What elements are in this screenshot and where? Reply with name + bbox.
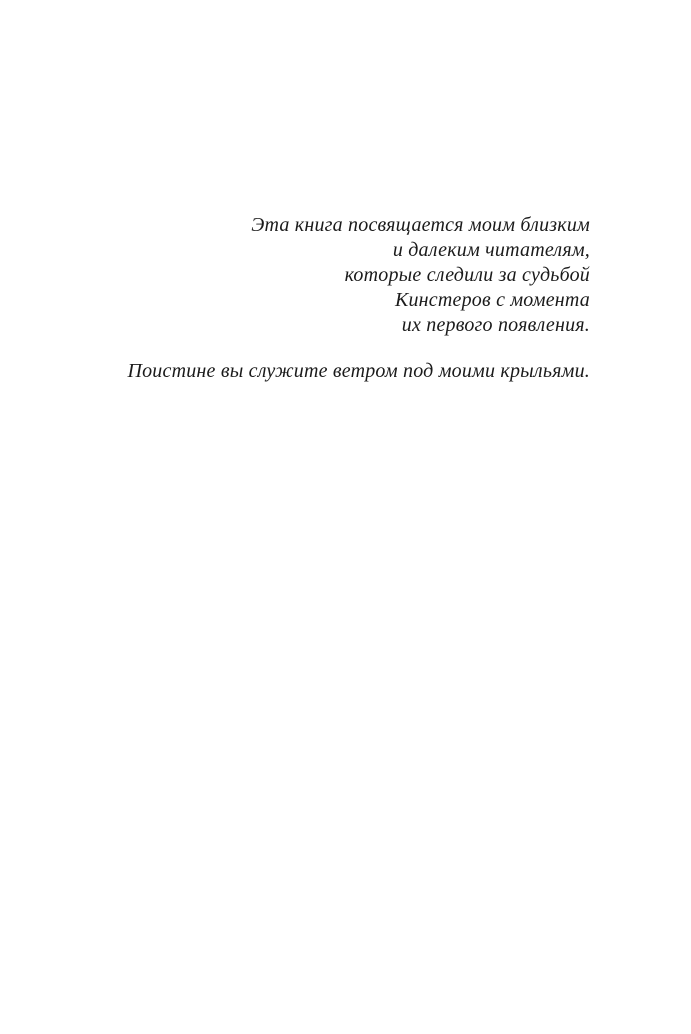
dedication-line-2: и далеким читателям, — [392, 239, 590, 261]
dedication-line-5: их первого появления. — [401, 314, 590, 336]
dedication-line-1: Эта книга посвящается моим близким — [251, 214, 590, 236]
dedication-line-3: которые следили за судьбой — [344, 264, 590, 286]
dedication-line-4: Кинстеров с момента — [394, 289, 590, 311]
dedication-block — [100, 213, 590, 384]
dedication-closing-line: Поистине вы служите ветром под моими крыльями. — [127, 360, 590, 382]
